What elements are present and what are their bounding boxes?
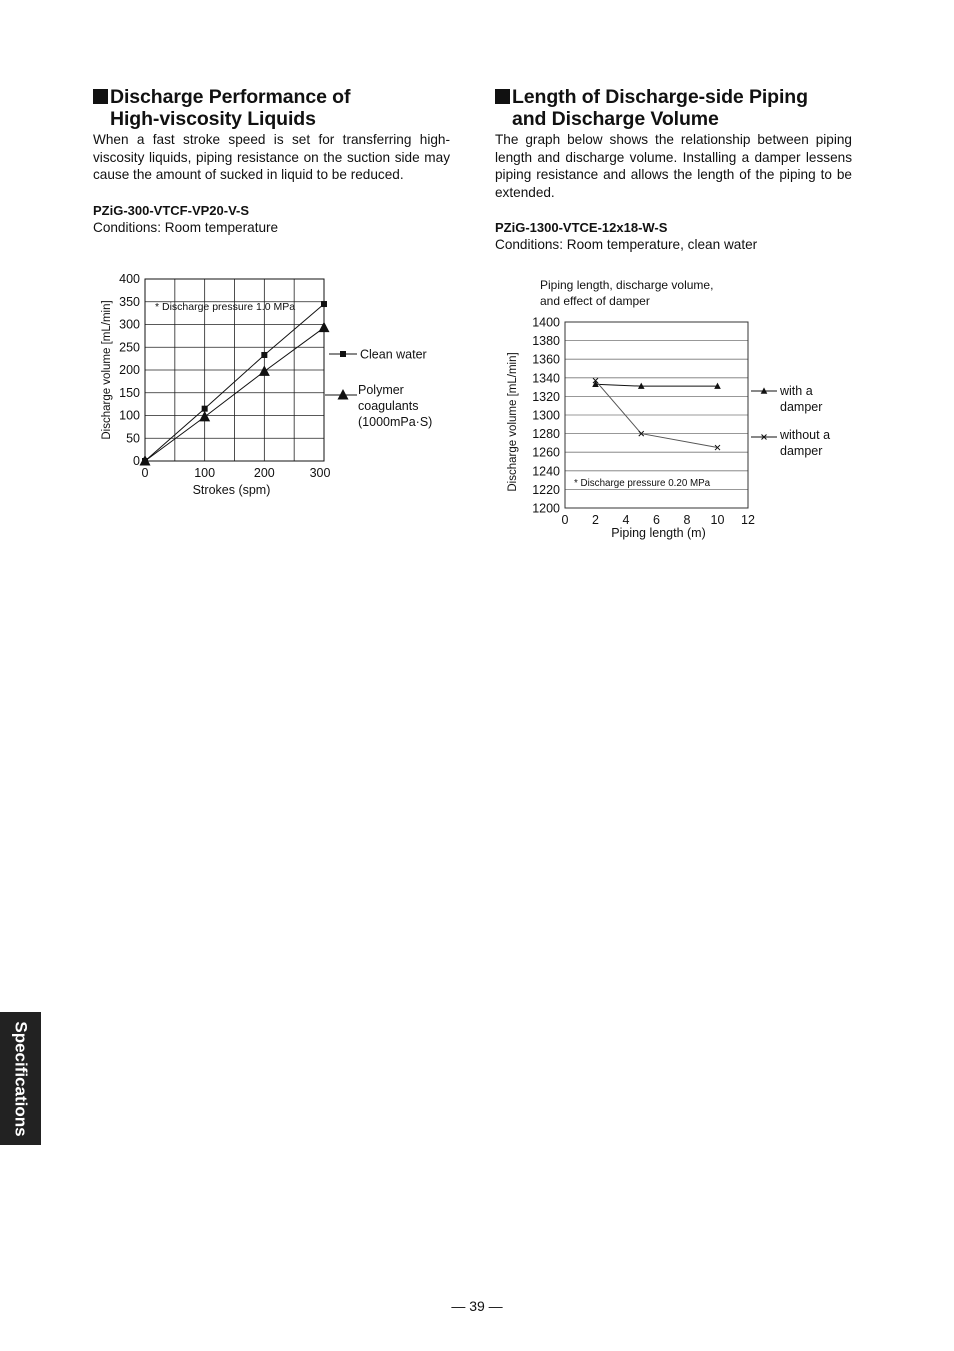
y-tick-label: 1320: [532, 389, 560, 404]
right-conditions: Conditions: Room temperature, clean water: [495, 237, 758, 253]
x-tick-label: 4: [622, 513, 630, 527]
y-tick-label: 100: [119, 408, 140, 423]
right-column: [495, 86, 852, 253]
y-tick-label: 1360: [532, 352, 560, 367]
y-tick-label: 300: [119, 317, 140, 332]
right-heading-line2: and Discharge Volume: [512, 108, 719, 130]
left-column: [93, 86, 450, 236]
x-tick-label: 300: [309, 466, 331, 480]
pressure-annotation: * Discharge pressure 0.20 MPa: [574, 477, 711, 489]
chart-title-line: and effect of damper: [540, 294, 650, 308]
data-point-1: [140, 455, 151, 466]
y-tick-label: 1400: [532, 315, 560, 330]
square-bullet-icon: [93, 89, 108, 104]
legend-marker-triangle: [338, 389, 349, 400]
y-axis-label: Discharge volume [mL/min]: [507, 352, 519, 492]
y-tick-label: 250: [119, 340, 140, 355]
x-tick-label: 200: [253, 466, 275, 480]
y-tick-label: 1240: [532, 464, 560, 479]
left-model-name: PZiG-300-VTCF-VP20-V-S: [93, 202, 250, 218]
y-tick-label: 1340: [532, 371, 560, 386]
y-tick-label: 1260: [532, 445, 560, 460]
left-body-text: When a fast stroke speed is set for transferring high-viscosity liquids, piping resistance on the suction side may cause the amount of sucked in liquid to be reduced.: [93, 132, 450, 183]
right-heading-text: [512, 86, 808, 130]
data-point-0: [261, 352, 267, 358]
data-point-1: [319, 322, 330, 333]
right-body-text: The graph below shows the relationship between piping length and discharge volume. Installing a damper lessens piping resistance and allows the length of the piping to be extended.: [495, 132, 852, 200]
left-heading-line1: Discharge Performance of: [110, 86, 351, 108]
x-axis-label: Strokes (spm): [192, 483, 271, 497]
right-heading-line1: Length of Discharge-side Piping: [512, 86, 808, 108]
y-tick-label: 1200: [532, 501, 560, 516]
y-tick-label: 1380: [532, 334, 560, 349]
y-tick-label: 150: [119, 385, 140, 400]
x-tick-label: 8: [683, 513, 691, 527]
x-tick-label: 6: [653, 513, 660, 527]
x-tick-label: 100: [194, 466, 216, 480]
specifications-side-tab[interactable]: [0, 1012, 41, 1145]
left-section-heading: [93, 86, 450, 130]
y-tick-label: 1300: [532, 408, 560, 423]
chart-title-line: Piping length, discharge volume,: [540, 278, 714, 292]
right-model-name: PZiG-1300-VTCE-12x18-W-S: [495, 220, 668, 236]
data-point-0: [202, 406, 208, 412]
right-section-heading: [495, 86, 852, 130]
x-tick-label: 12: [741, 513, 755, 527]
series-line-1: [596, 381, 718, 448]
legend-label-polymer-line: coagulants: [358, 399, 419, 413]
legend-label-with-damper-line: with a: [780, 384, 813, 398]
x-tick-label: 0: [141, 466, 149, 480]
legend-label-with-damper-line: damper: [780, 400, 823, 414]
left-heading-line2: High-viscosity Liquids: [110, 108, 316, 130]
legend-label-polymer-line: (1000mPa·S): [358, 415, 433, 429]
x-tick-label: 10: [710, 513, 725, 527]
y-tick-label: 1280: [532, 427, 560, 442]
legend-label-polymer-line: Polymer: [358, 383, 404, 397]
series-line-0: [596, 384, 718, 386]
strokes-discharge-chart: [93, 262, 453, 512]
y-tick-label: 200: [119, 363, 140, 377]
x-tick-label: 2: [592, 513, 599, 527]
y-tick-label: 0: [133, 454, 140, 468]
left-heading-text: [110, 86, 350, 130]
pressure-annotation: * Discharge pressure 1.0 MPa: [155, 301, 296, 313]
side-tab-label: Specifications: [11, 1020, 31, 1137]
left-conditions: Conditions: Room temperature: [93, 219, 279, 235]
y-tick-label: 1220: [532, 482, 560, 497]
legend-marker-square: [340, 351, 346, 357]
y-axis-label: Discharge volume [mL/min]: [101, 300, 113, 440]
legend-label-without-damper-line: damper: [780, 444, 823, 458]
page-number: — 39 —: [451, 1298, 503, 1314]
data-point-0: [321, 301, 327, 307]
y-tick-label: 400: [119, 272, 140, 286]
legend-label-clean-water: Clean water: [360, 347, 427, 362]
x-axis-label: Piping length (m): [611, 526, 706, 540]
legend-label-without-damper-line: without a: [780, 428, 831, 442]
square-bullet-icon: [495, 89, 510, 104]
x-tick-label: 0: [561, 513, 569, 527]
data-point-1: [259, 365, 270, 376]
piping-length-chart: [495, 270, 855, 550]
y-tick-label: 50: [126, 431, 140, 446]
y-tick-label: 350: [119, 294, 140, 309]
